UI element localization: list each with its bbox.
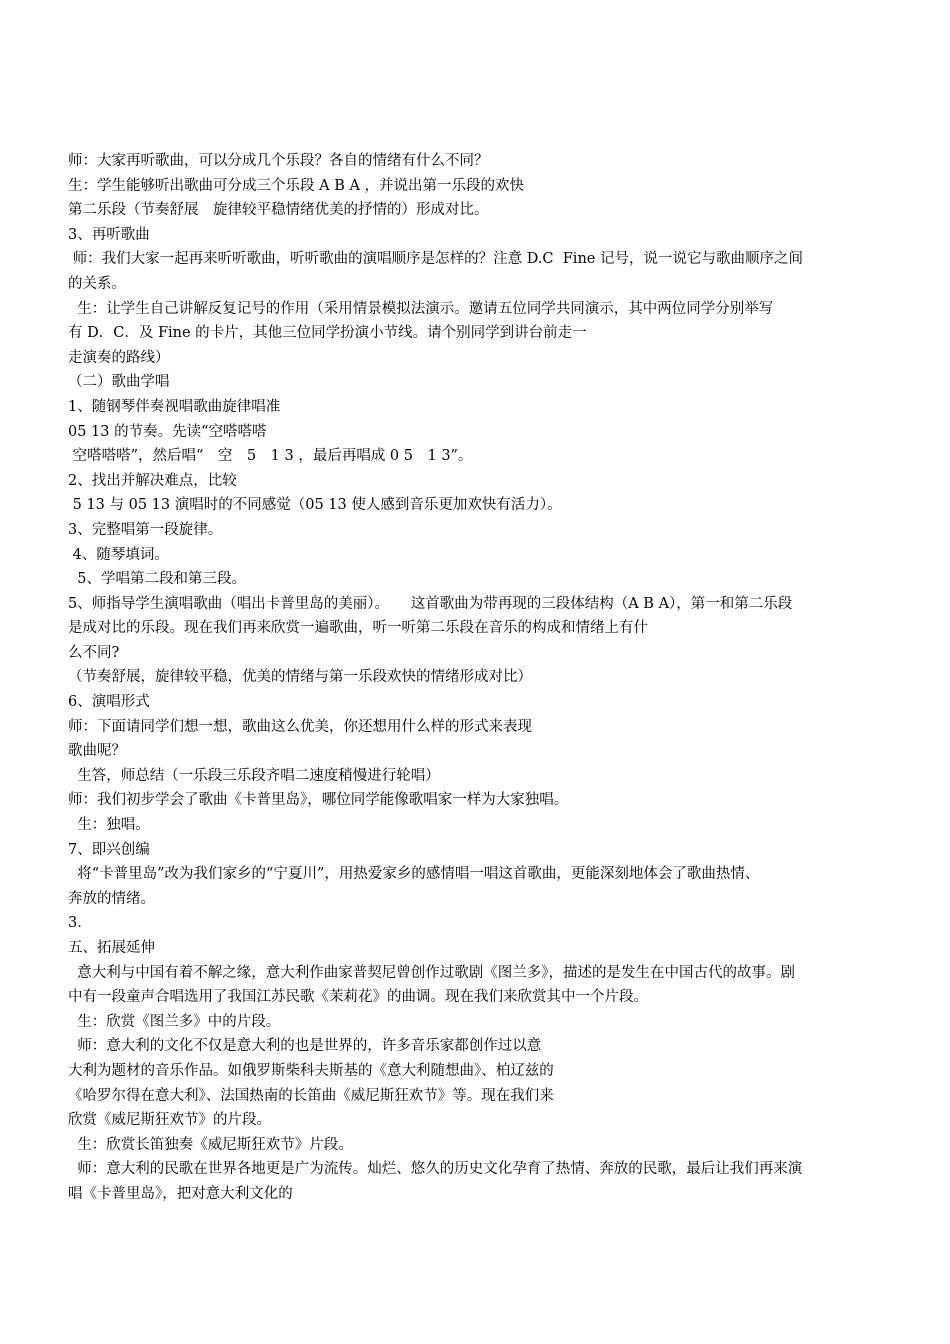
text-line: 师：意大利的民歌在世界各地更是广为流传。灿烂、悠久的历史文化孕育了热情、奔放的民歌，最后让我们再来演 bbox=[68, 1161, 803, 1178]
text-line: 生：欣赏《图兰多》中的片段。 bbox=[68, 1013, 281, 1030]
text-line: 05 13 的节奏。先读“空嗒嗒嗒 bbox=[68, 423, 267, 440]
text-line: 歌曲呢？ bbox=[68, 743, 126, 760]
text-line: 中有一段童声合唱选用了我国江苏民歌《茉莉花》的曲调。现在我们来欣赏其中一个片段。 bbox=[68, 989, 648, 1006]
text-line: 师：意大利的文化不仅是意大利的也是世界的，许多音乐家都创作过以意 bbox=[68, 1038, 542, 1055]
text-line: 意大利与中国有着不解之缘，意大利作曲家普契尼曾创作过歌剧《图兰多》，描述的是发生在中国古代的故事。剧 bbox=[68, 964, 795, 981]
text-line: 生：让学生自己讲解反复记号的作用（采用情景模拟法演示。邀请五位同学共同演示，其中两位同学分别举写 bbox=[68, 300, 774, 317]
text-line: 生答，师总结（一乐段三乐段齐唱二速度稍慢进行轮唱） bbox=[68, 767, 440, 784]
document-body bbox=[68, 149, 888, 1207]
text-line: 师：我们大家一起再来听听歌曲，听听歌曲的演唱顺序是怎样的？注意 D.C Fine 记号，说一说它与歌曲顺序之间 bbox=[68, 251, 803, 268]
text-line: 3、再听歌曲 bbox=[68, 226, 150, 243]
text-line: 7、即兴创编 bbox=[68, 841, 150, 858]
text-line: 师：下面请同学们想一想，歌曲这么优美，你还想用什么样的形式来表现 bbox=[68, 718, 532, 735]
text-line: 的关系。 bbox=[68, 275, 126, 292]
text-line: 师：我们初步学会了歌曲《卡普里岛》，哪位同学能像歌唱家一样为大家独唱。 bbox=[68, 792, 569, 809]
section-heading: 五、拓展延伸 bbox=[68, 940, 155, 956]
text-line: 是成对比的乐段。现在我们再来欣赏一遍歌曲，听一听第二乐段在音乐的构成和情绪上有什 bbox=[68, 620, 648, 637]
text-line: 5、师指导学生演唱歌曲（唱出卡普里岛的美丽）。 这首歌曲为带再现的三段体结构（A B A），第一和第二乐段 bbox=[68, 595, 793, 612]
text-line: 奔放的情绪。 bbox=[68, 890, 155, 907]
text-line: 《哈罗尔得在意大利》、法国热南的长笛曲《威尼斯狂欢节》等。现在我们来 bbox=[68, 1087, 554, 1104]
text-line: 6、演唱形式 bbox=[68, 694, 150, 711]
text-line: 么不同? bbox=[68, 644, 120, 661]
text-line: 生：欣赏长笛独奏《威尼斯狂欢节》片段。 bbox=[68, 1136, 353, 1153]
text-line: 大利为题材的音乐作品。如俄罗斯柴科夫斯基的《意大利随想曲》、柏辽兹的 bbox=[68, 1062, 554, 1079]
text-line: 3． bbox=[68, 915, 92, 932]
text-line: 生：学生能够听出歌曲可分成三个乐段 A B A ，并说出第一乐段的欢快 bbox=[68, 177, 525, 194]
text-line: 将“卡普里岛”改为我们家乡的“宁夏川”，用热爱家乡的感情唱一唱这首歌曲，更能深刻地体会了歌曲热情、 bbox=[68, 866, 760, 883]
text-line: 生：独唱。 bbox=[68, 817, 150, 834]
text-line: 2、找出并解决难点，比较 bbox=[68, 472, 237, 489]
text-line: 3、完整唱第一段旋律。 bbox=[68, 521, 223, 538]
text-line: 5 13 与 05 13 演唱时的不同感觉（05 13 使人感到音乐更加欢快有活力）。 bbox=[68, 497, 562, 514]
text-line: 1、随钢琴伴奏视唱歌曲旋律唱准 bbox=[68, 398, 281, 415]
text-line: 走演奏的路线） bbox=[68, 349, 170, 366]
text-line: 有 D．C．及 Fine 的卡片，其他三位同学扮演小节线。请个别同学到讲台前走一 bbox=[68, 325, 587, 342]
text-line: 欣赏《威尼斯狂欢节》的片段。 bbox=[68, 1112, 271, 1129]
text-line: 4、随琴填词。 bbox=[68, 546, 169, 563]
section-heading: （二）歌曲学唱 bbox=[68, 374, 170, 391]
text-line: 师：大家再听歌曲，可以分成几个乐段？各自的情绪有什么不同？ bbox=[68, 153, 489, 169]
text-line: 唱《卡普里岛》，把对意大利文化的 bbox=[68, 1185, 293, 1202]
text-line: （节奏舒展，旋律较平稳，优美的情绪与第一乐段欢快的情绪形成对比） bbox=[68, 669, 532, 686]
text-line: 空嗒嗒嗒”，然后唱“ 空 5 1 3 ，最后再唱成 0 5 1 3”。 bbox=[68, 448, 473, 465]
text-line: 第二乐段（节奏舒展 旋律较平稳情绪优美的抒情的）形成对比。 bbox=[68, 202, 489, 219]
text-line: 5、学唱第二段和第三段。 bbox=[68, 571, 246, 588]
